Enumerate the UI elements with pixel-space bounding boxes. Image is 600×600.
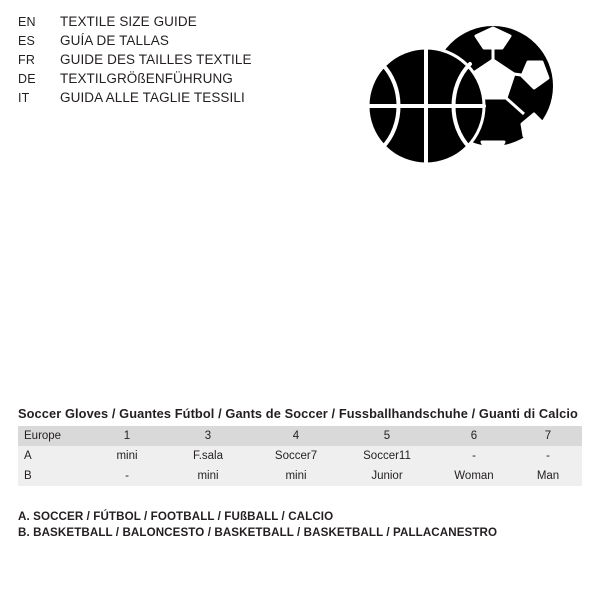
table-title: Soccer Gloves / Guantes Fútbol / Gants de Soccer / Fussballhandschuhe / Guanti di Calcio: [18, 406, 578, 421]
footnote-a: A. SOCCER / FÚTBOL / FOOTBALL / FUßBALL / CALCIO: [18, 510, 334, 523]
language-code: ES: [18, 34, 36, 48]
size-table: [18, 426, 582, 486]
language-row: [18, 14, 348, 33]
table-header-cell: Europe: [18, 426, 90, 446]
table-cell: F.sala: [164, 446, 252, 466]
table-cell: A: [18, 446, 90, 466]
table-cell: -: [514, 446, 582, 466]
table-header-cell: 1: [90, 426, 164, 446]
table-cell: Man: [514, 466, 582, 486]
table-cell: Junior: [340, 466, 434, 486]
footnotes: [18, 509, 578, 541]
table-header-cell: 7: [514, 426, 582, 446]
table-header-cell: 5: [340, 426, 434, 446]
table-cell: Soccer11: [340, 446, 434, 466]
table-header-cell: 3: [164, 426, 252, 446]
language-row: [18, 52, 348, 71]
size-table-block: [18, 406, 582, 486]
table-cell: Woman: [434, 466, 514, 486]
table-cell: mini: [252, 466, 340, 486]
table-cell: mini: [164, 466, 252, 486]
ball-illustration: [352, 20, 566, 170]
language-label: GUÍA DE TALLAS: [60, 33, 169, 48]
language-label: TEXTILE SIZE GUIDE: [60, 14, 197, 29]
table-row: [18, 446, 582, 466]
language-code: EN: [18, 15, 36, 29]
language-row: [18, 90, 348, 109]
basketball-icon: [368, 48, 484, 164]
language-code: IT: [18, 91, 30, 105]
language-code: FR: [18, 53, 36, 67]
table-header-row: [18, 426, 582, 446]
language-code: DE: [18, 72, 36, 86]
language-row: [18, 71, 348, 90]
table-cell: Soccer7: [252, 446, 340, 466]
table-cell: mini: [90, 446, 164, 466]
language-label: GUIDE DES TAILLES TEXTILE: [60, 52, 252, 67]
table-header-cell: 6: [434, 426, 514, 446]
table-cell: -: [90, 466, 164, 486]
table-header-cell: 4: [252, 426, 340, 446]
language-label: TEXTILGRÖßENFÜHRUNG: [60, 71, 233, 86]
language-row: [18, 33, 348, 52]
table-cell: -: [434, 446, 514, 466]
footnote-b: B. BASKETBALL / BALONCESTO / BASKETBALL / BASKETBALL / PALLACANESTRO: [18, 526, 498, 539]
table-row: [18, 466, 582, 486]
table-cell: B: [18, 466, 90, 486]
language-label: GUIDA ALLE TAGLIE TESSILI: [60, 90, 245, 105]
language-legend: [18, 14, 348, 109]
